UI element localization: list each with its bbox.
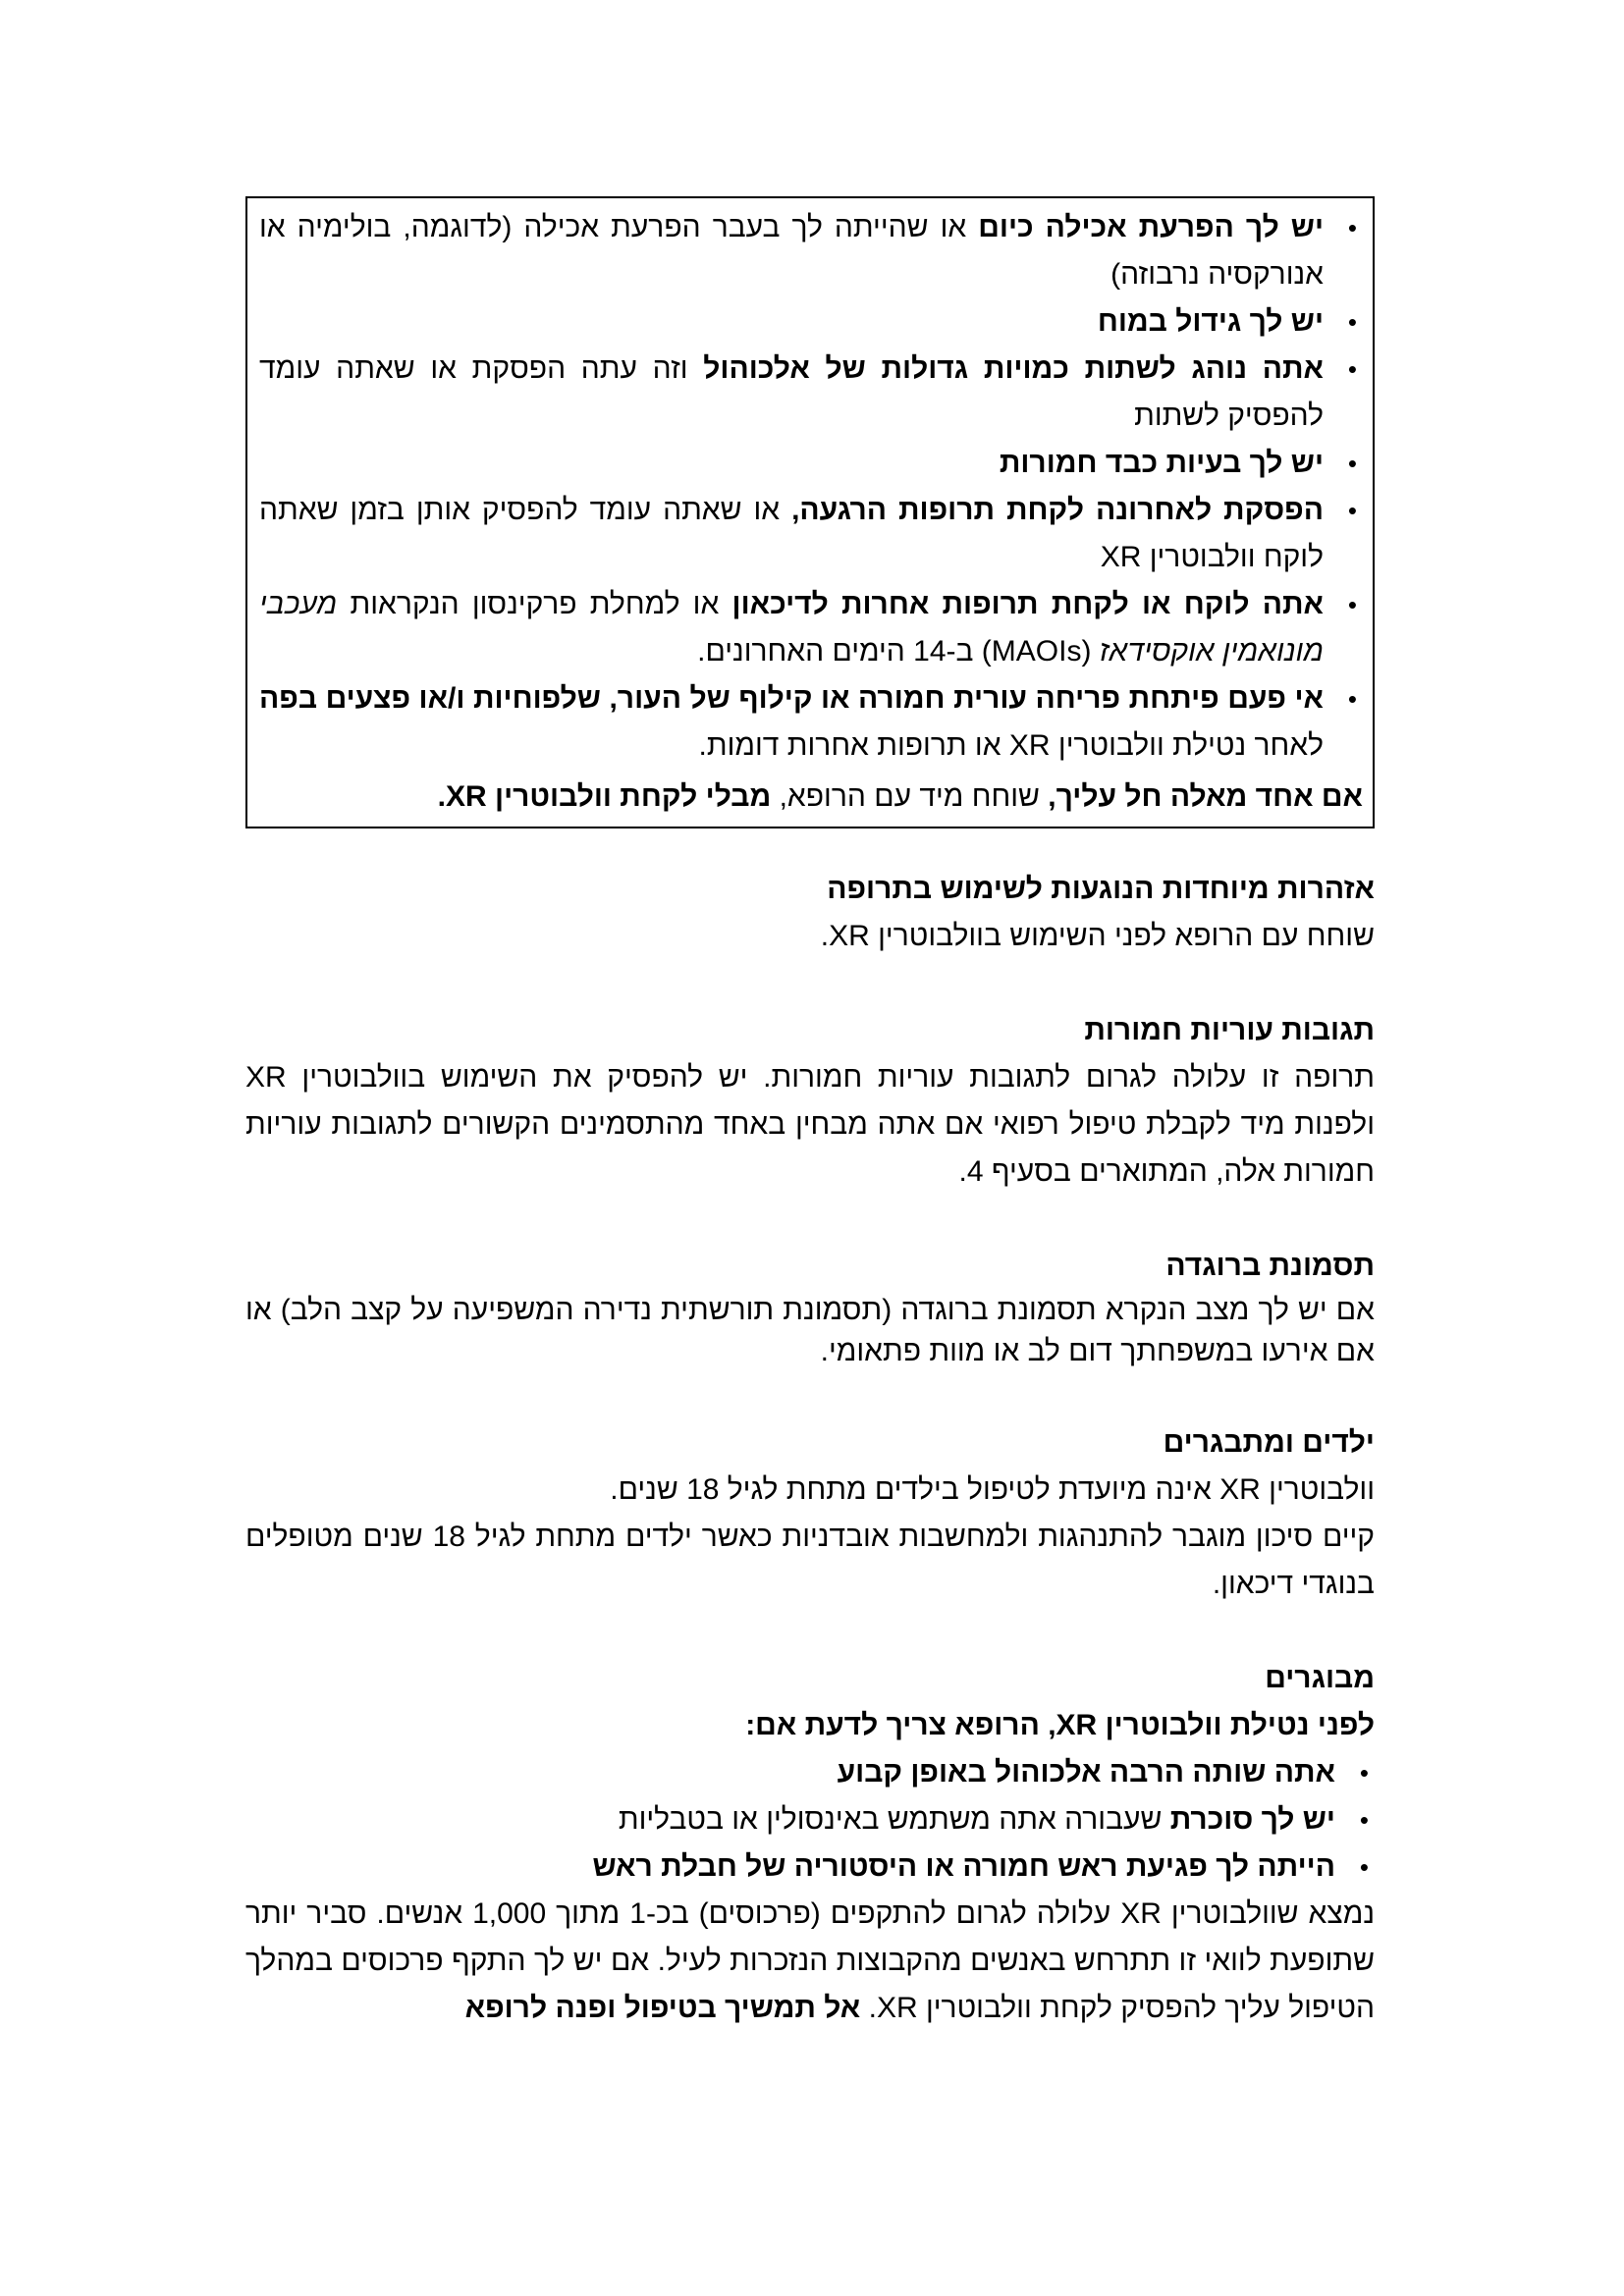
list-item: • הייתה לך פגיעת ראש חמורה או היסטוריה של חבלת ראש — [245, 1843, 1375, 1891]
adults-list — [245, 1749, 1375, 1891]
contraindications-box — [245, 196, 1375, 828]
section-brugada — [245, 1243, 1375, 1372]
section-text: תרופה זו עלולה לגרום לתגובות עוריות חמורות. יש להפסיק את השימוש בוולבוטרין XR ולפנות מיד לקבלת טיפול רפואי אם אתה מבחין באחד מהתסמינים הקשורים לתגובות עוריות חמורות אלה, המתוארים בסעיף 4. — [245, 1061, 1375, 1188]
box-warning: אם אחד מאלה חל עליך, שוחח מיד עם הרופא, מבלי לקחת וולבוטרין XR. — [437, 780, 1363, 813]
section-heading: מבוגרים — [1265, 1662, 1375, 1694]
section-heading: ילדים ומתבגרים — [1163, 1426, 1375, 1459]
section-skin-reactions — [245, 1007, 1375, 1196]
list-item: • אתה שותה הרבה אלכוהול באופן קבוע — [245, 1749, 1375, 1796]
section-heading: תגובות עוריות חמורות — [1084, 1014, 1375, 1046]
section-special-warnings — [245, 866, 1375, 960]
list-item: • אתה לוקח או לקחת תרופות אחרות לדיכאון או למחלת פרקינסון הנקראות מעכבי מונואמין אוקסידאז (MAOIs) ב-14 הימים האחרונים. — [259, 581, 1363, 675]
section-heading: אזהרות מיוחדות הנוגעות לשימוש בתרופה — [827, 873, 1375, 905]
section-text: שוחח עם הרופא לפני השימוש בוולבוטרין XR. — [820, 920, 1375, 952]
document-page — [245, 196, 1375, 2032]
section-text: אם יש לך מצב הנקרא תסמונת ברוגדה (תסמונת תורשתית נדירה המשפיעה על קצב הלב) או אם אירעו במשפחתך דום לב או מוות פתאומי. — [245, 1294, 1375, 1367]
list-item: • יש לך הפרעת אכילה כיום או שהייתה לך בעבר הפרעת אכילה (לדוגמה, בולימיה או אנורקסיה נרבוזה) — [259, 204, 1363, 298]
list-item: • יש לך סוכרת שעבורה אתה משתמש באינסולין או בטבליות — [245, 1796, 1375, 1843]
section-children — [245, 1419, 1375, 1608]
list-item: • אתה נוהג לשתות כמויות גדולות של אלכוהול וזה עתה הפסקת או שאתה עומד להפסיק לשתות — [259, 346, 1363, 440]
contraindications-list — [259, 204, 1363, 770]
section-text: קיים סיכון מוגבר להתנהגות ולמחשבות אובדניות כאשר ילדים מתחת לגיל 18 שנים מטופלים בנוגדי דיכאון. — [245, 1521, 1376, 1600]
list-item: • אי פעם פיתחת פריחה עורית חמורה או קילוף של העור, שלפוחיות ו/או פצעים בפה לאחר נטילת וולבוטרין XR או תרופות אחרות דומות. — [259, 675, 1363, 770]
section-text: נמצא שוולבוטרין XR עלולה לגרום להתקפים (פרכוסים) בכ-1 מתוך 1,000 אנשים. סביר יותר שתופעת לוואי זו תתרחש באנשים מהקבוצות הנזכרות לעיל. אם יש לך התקף פרכוסים במהלך הטיפול עליך להפסיק לקחת וולבוטרין XR. אל תמשיך בטיפול ופנה לרופא — [245, 1897, 1376, 2024]
section-text: וולבוטרין XR אינה מיועדת לטיפול בילדים מתחת לגיל 18 שנים. — [610, 1473, 1375, 1506]
section-heading: תסמונת ברוגדה — [1165, 1250, 1375, 1282]
adults-subheading: לפני נטילת וולבוטרין XR, הרופא צריך לדעת אם: — [745, 1709, 1375, 1741]
list-item: • הפסקת לאחרונה לקחת תרופות הרגעה, או שאתה עומד להפסיק אותן בזמן שאתה לוקח וולבוטרין XR — [259, 487, 1363, 581]
section-adults — [245, 1655, 1375, 2032]
list-item: • יש לך בעיות כבד חמורות — [259, 440, 1363, 487]
list-item: • יש לך גידול במוח — [259, 298, 1363, 346]
